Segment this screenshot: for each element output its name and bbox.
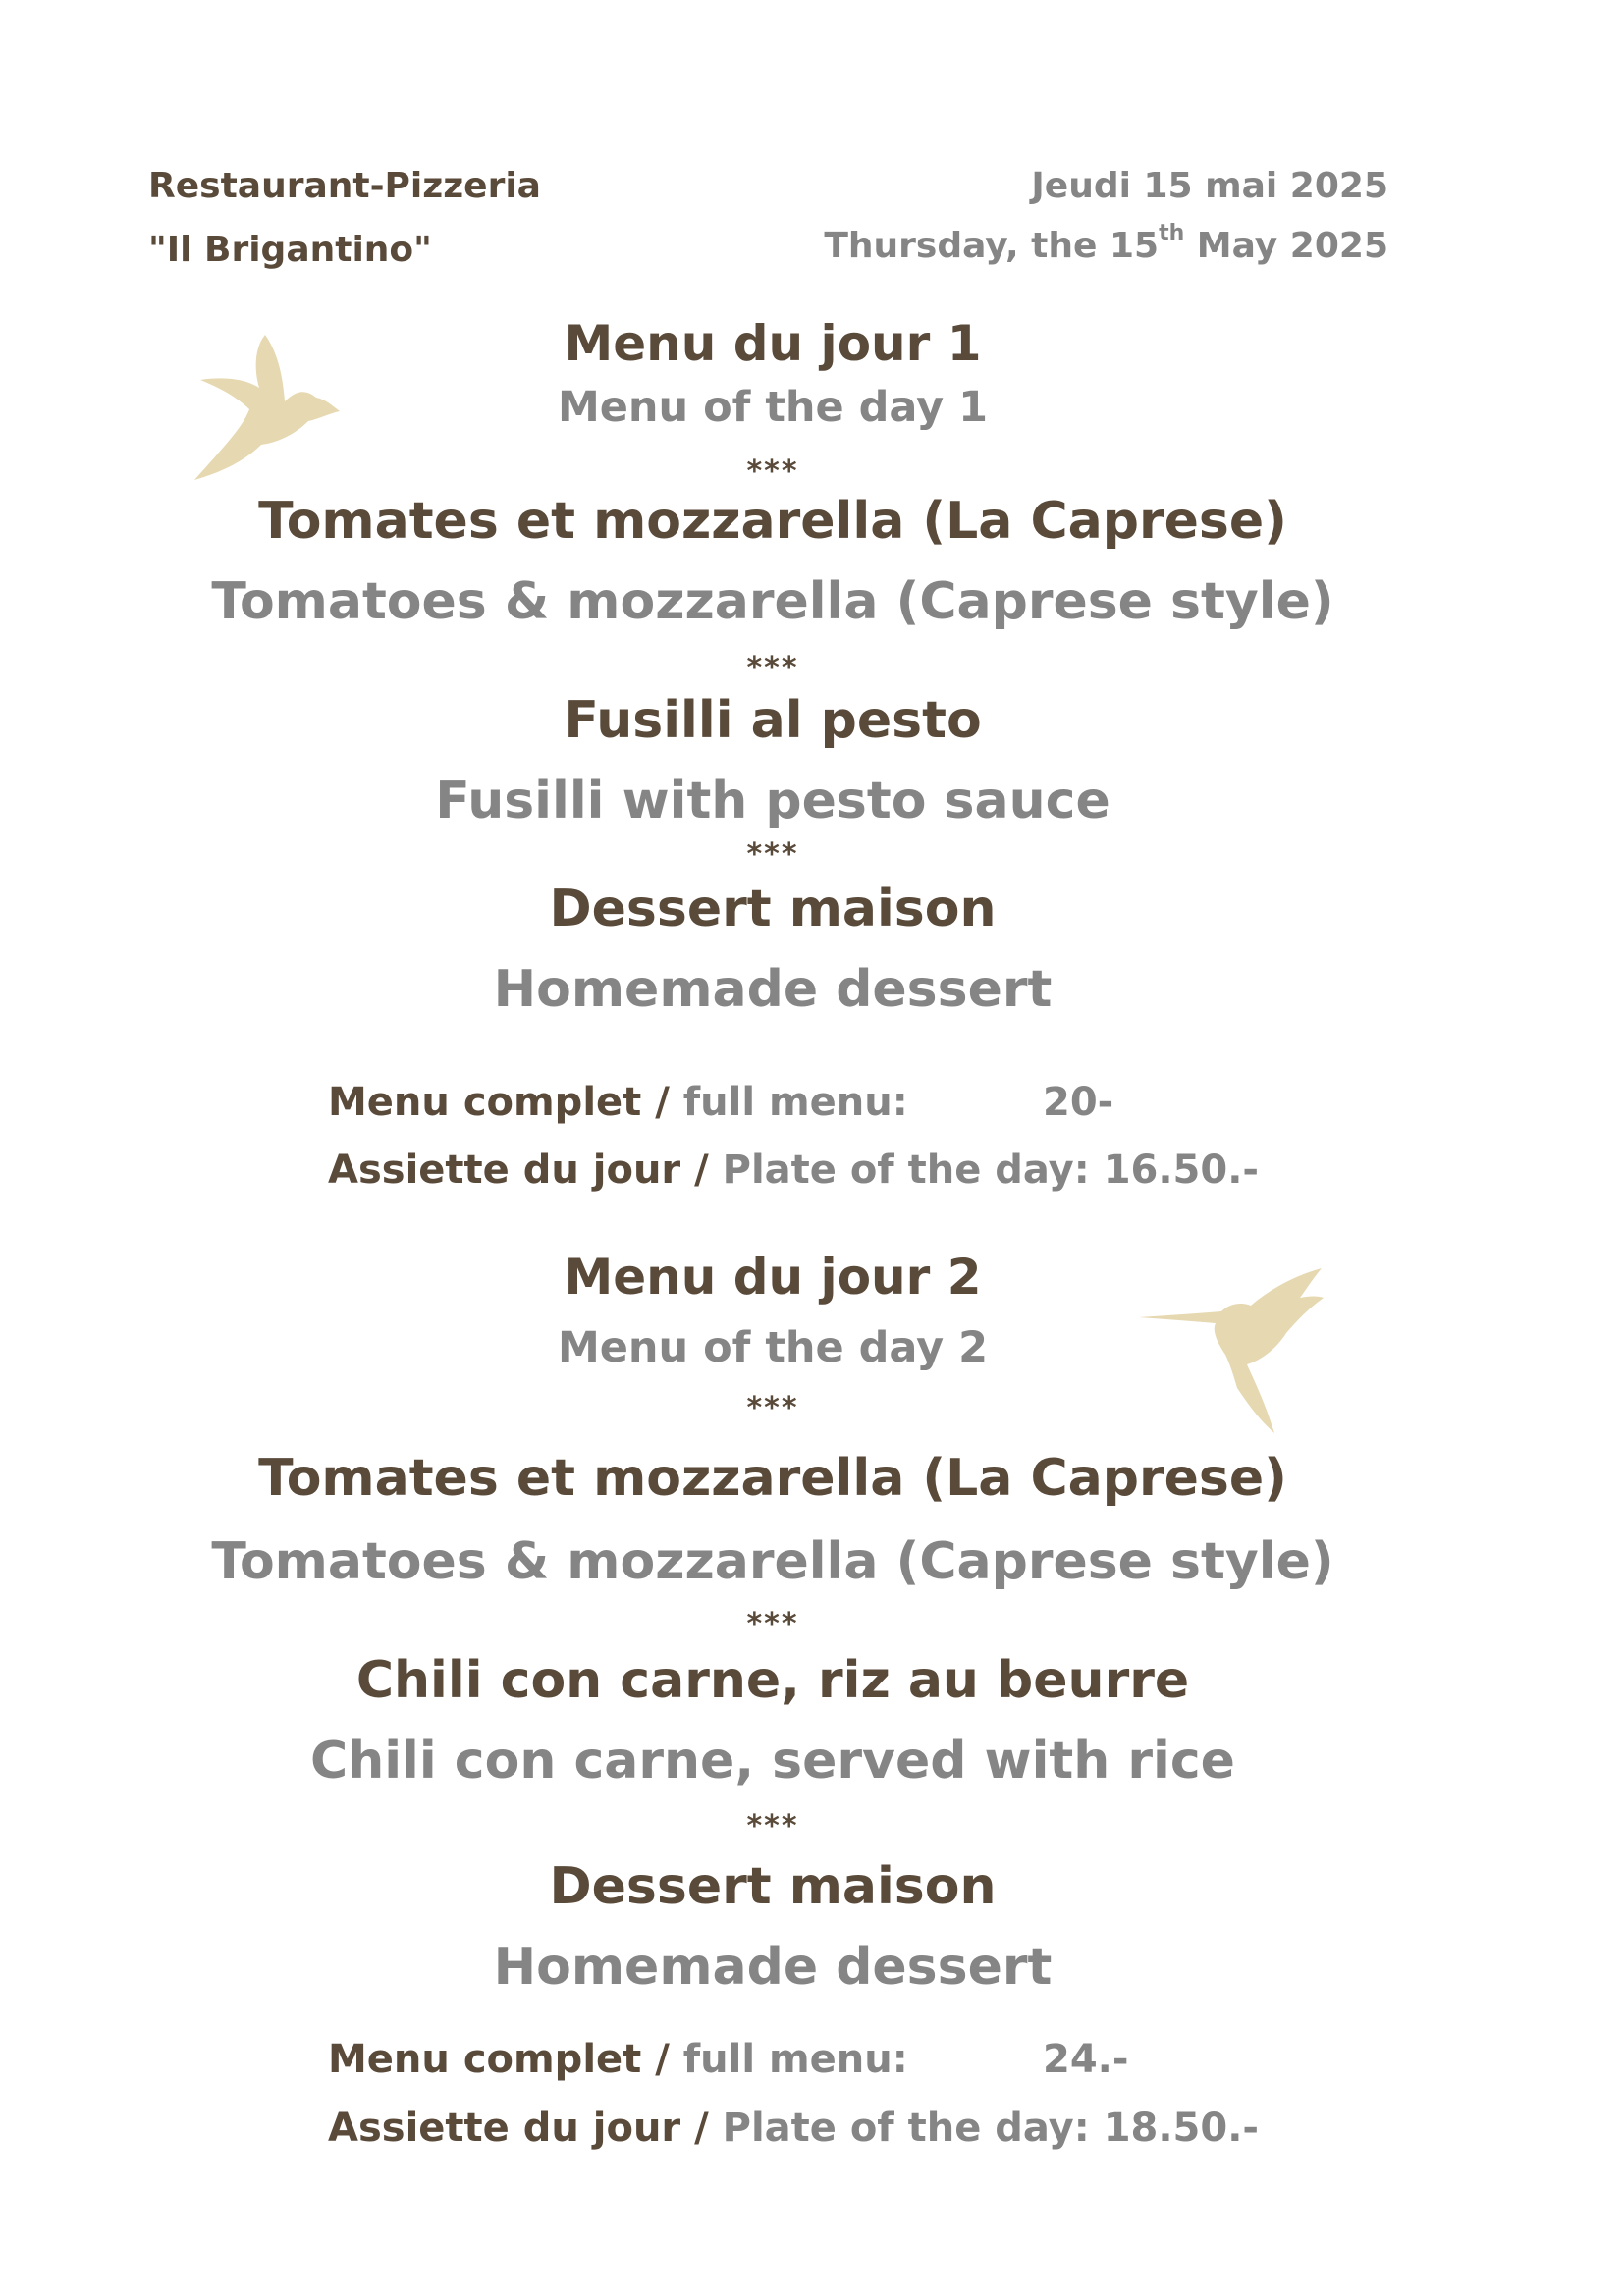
menu1-title-en: Menu of the day 1 bbox=[557, 383, 989, 432]
menu1-full-menu-price: 20- bbox=[1043, 1080, 1114, 1125]
menu2-plate-fr: Assiette du jour / bbox=[328, 2106, 709, 2151]
restaurant-name: "Il Brigantino" bbox=[148, 230, 432, 270]
menu2-title-en: Menu of the day 2 bbox=[557, 1323, 989, 1372]
menu1-full-menu-line bbox=[328, 1080, 908, 1125]
date-english bbox=[824, 221, 1388, 266]
separator: *** bbox=[746, 837, 799, 872]
menu1-dessert-fr: Dessert maison bbox=[549, 880, 997, 938]
separator: *** bbox=[746, 1607, 799, 1641]
menu2-dessert-en: Homemade dessert bbox=[493, 1938, 1053, 1997]
menu2-title-fr: Menu du jour 2 bbox=[564, 1249, 982, 1306]
menu2-plate-line bbox=[328, 2106, 1260, 2151]
menu2-full-menu-price: 24.- bbox=[1043, 2037, 1129, 2082]
menu1-plate-price: 16.50.- bbox=[1103, 1148, 1260, 1193]
separator: *** bbox=[746, 454, 799, 489]
menu1-starter-en: Tomatoes & mozzarella (Caprese style) bbox=[211, 572, 1334, 631]
menu2-dessert-fr: Dessert maison bbox=[549, 1857, 997, 1916]
menu1-dessert-en: Homemade dessert bbox=[493, 960, 1053, 1019]
menu1-full-menu-fr: Menu complet / bbox=[328, 1080, 670, 1125]
menu2-main-en: Chili con carne, served with rice bbox=[310, 1732, 1235, 1790]
menu2-plate-en: Plate of the day: bbox=[722, 2106, 1090, 2151]
menu1-title-fr: Menu du jour 1 bbox=[564, 315, 982, 372]
separator: *** bbox=[746, 651, 799, 685]
date-english-ordinal: th bbox=[1159, 221, 1185, 245]
menu1-starter-fr: Tomates et mozzarella (La Caprese) bbox=[258, 492, 1287, 551]
separator: *** bbox=[746, 1391, 799, 1425]
menu1-plate-en: Plate of the day: bbox=[722, 1148, 1090, 1193]
menu2-full-menu-line bbox=[328, 2037, 908, 2082]
menu2-full-menu-en: full menu: bbox=[682, 2037, 908, 2082]
menu2-main-fr: Chili con carne, riz au beurre bbox=[355, 1651, 1190, 1710]
menu1-plate-fr: Assiette du jour / bbox=[328, 1148, 709, 1193]
restaurant-type: Restaurant-Pizzeria bbox=[148, 166, 541, 206]
menu1-plate-line bbox=[328, 1148, 1260, 1193]
menu1-full-menu-en: full menu: bbox=[682, 1080, 908, 1125]
date-english-prefix: Thursday, the 15 bbox=[824, 226, 1160, 266]
date-french: Jeudi 15 mai 2025 bbox=[1031, 166, 1388, 206]
menu2-starter-en: Tomatoes & mozzarella (Caprese style) bbox=[211, 1532, 1334, 1591]
menu1-main-fr: Fusilli al pesto bbox=[564, 691, 982, 750]
menu1-main-en: Fusilli with pesto sauce bbox=[435, 772, 1110, 830]
menu2-starter-fr: Tomates et mozzarella (La Caprese) bbox=[258, 1449, 1287, 1508]
menu2-full-menu-fr: Menu complet / bbox=[328, 2037, 670, 2082]
separator: *** bbox=[746, 1809, 799, 1843]
menu2-plate-price: 18.50.- bbox=[1103, 2106, 1260, 2151]
date-english-rest: May 2025 bbox=[1184, 226, 1388, 266]
